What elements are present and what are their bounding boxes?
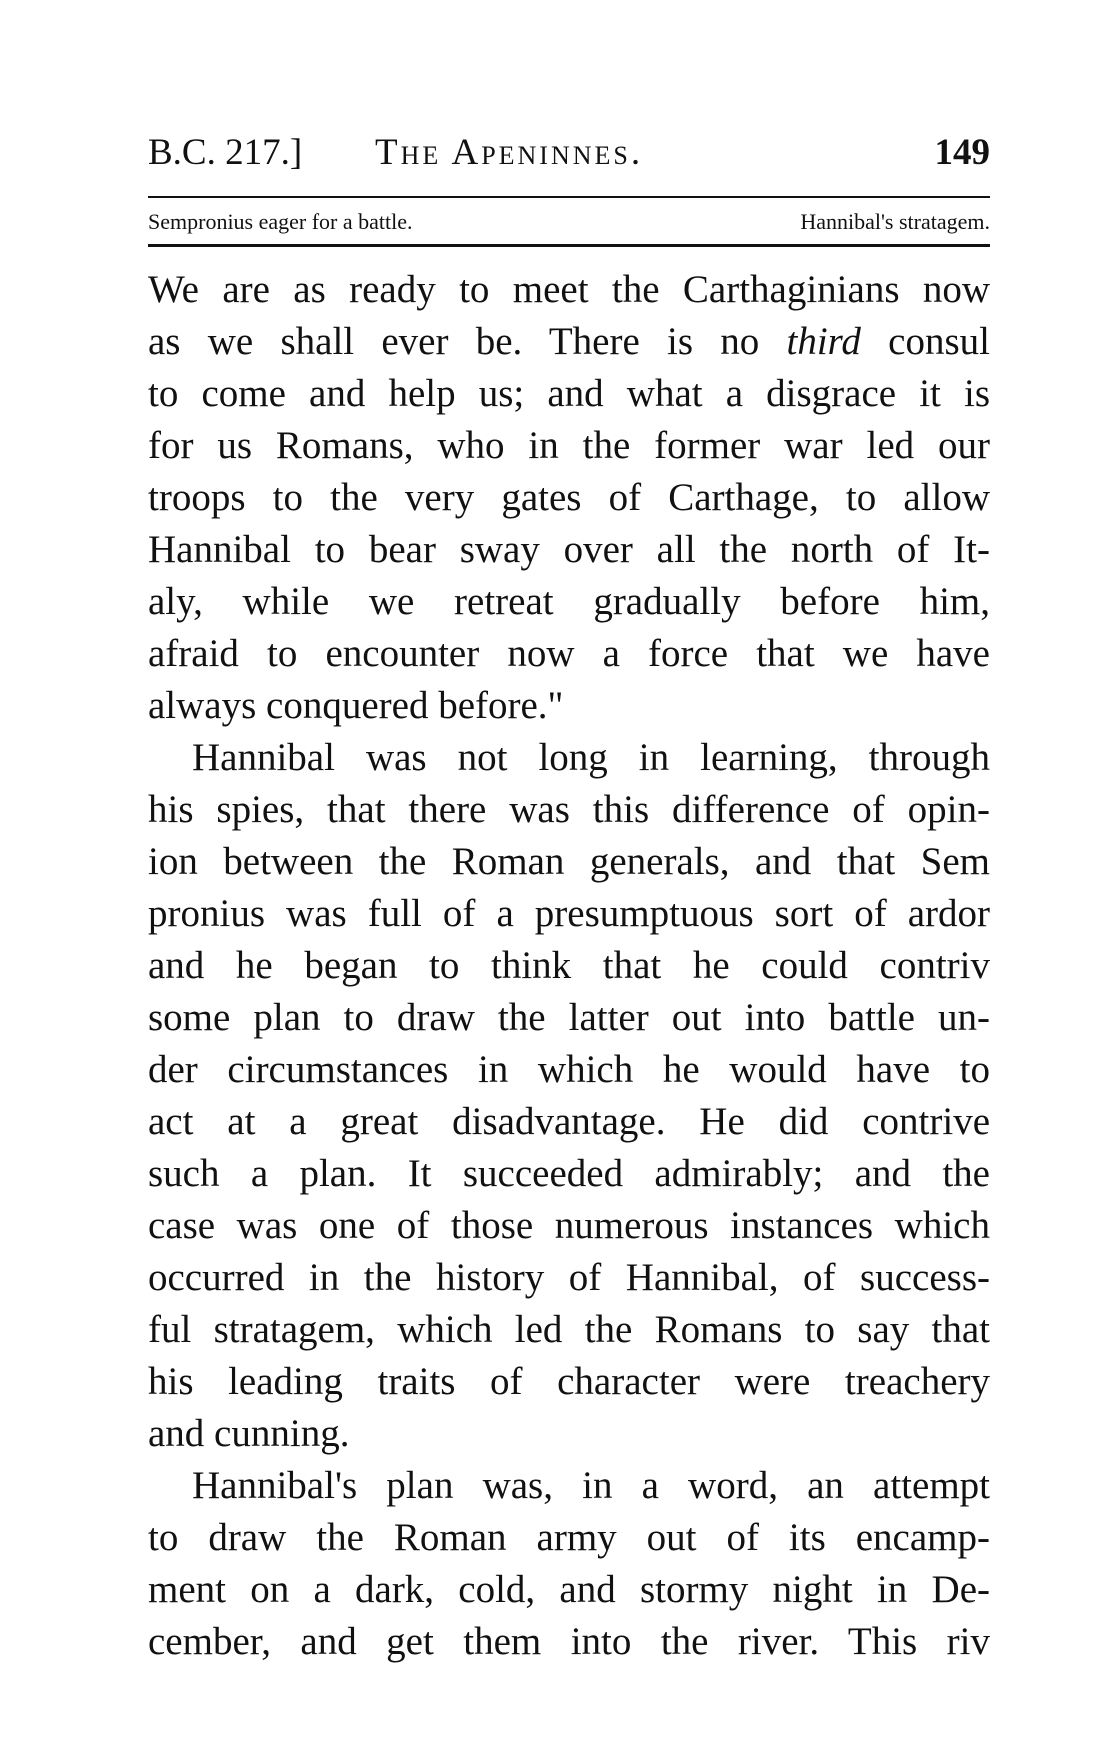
italic-word: third	[786, 320, 861, 363]
text-line: occurred in the history of Hannibal, of success-	[148, 1256, 990, 1299]
marginal-notes	[148, 205, 990, 239]
text-line: aly, while we retreat gradually before him,	[148, 580, 990, 623]
text-line: ful stratagem, which led the Romans to say that	[148, 1308, 990, 1351]
sidenote-left: Sempronius eager for a battle.	[148, 209, 413, 234]
text-line: for us Romans, who in the former war led our	[148, 424, 990, 467]
text-line: his leading traits of character were treachery	[148, 1360, 990, 1403]
sidenote-rule	[148, 244, 990, 247]
text-line: ment on a dark, cold, and stormy night in De-	[148, 1568, 990, 1611]
text-line: afraid to encounter now a force that we have	[148, 632, 990, 675]
page-number: 149	[934, 132, 990, 173]
text-line: cember, and get them into the river. This riv	[148, 1620, 990, 1663]
header-date: B.C. 217.]	[148, 132, 303, 173]
paragraph-start: Hannibal's plan was, in a word, an attempt	[192, 1464, 990, 1507]
header-title: The Apeninnes.	[375, 132, 644, 173]
text-line: der circumstances in which he would have to	[148, 1048, 990, 1091]
text-line: and cunning.	[148, 1412, 350, 1455]
text-line: and he began to think that he could contriv	[148, 944, 990, 987]
running-head	[148, 128, 990, 178]
text-line: as we shall ever be. There is no third consul	[148, 320, 990, 363]
text-line: always conquered before."	[148, 684, 564, 727]
text-line: troops to the very gates of Carthage, to allow	[148, 476, 990, 519]
text-line: act at a great disadvantage. He did contrive	[148, 1100, 990, 1143]
text-line: ion between the Roman generals, and that Sem	[148, 840, 990, 883]
text-line: to come and help us; and what a disgrace it is	[148, 372, 990, 415]
paragraph-start: Hannibal was not long in learning, through	[192, 736, 990, 779]
header-rule	[148, 196, 990, 198]
text-line: pronius was full of a presumptuous sort of ardor	[148, 892, 990, 935]
text-line: some plan to draw the latter out into battle un-	[148, 996, 990, 1039]
text-line: Hannibal to bear sway over all the north of It-	[148, 528, 990, 571]
text-line: We are as ready to meet the Carthaginians now	[148, 268, 990, 311]
text-line: to draw the Roman army out of its encamp-	[148, 1516, 990, 1559]
sidenote-right: Hannibal's stratagem.	[800, 209, 990, 234]
text-line: such a plan. It succeeded admirably; and the	[148, 1152, 990, 1195]
text-line: case was one of those numerous instances which	[148, 1204, 990, 1247]
body-text	[148, 264, 990, 1668]
text-line: his spies, that there was this difference of opin-	[148, 788, 990, 831]
